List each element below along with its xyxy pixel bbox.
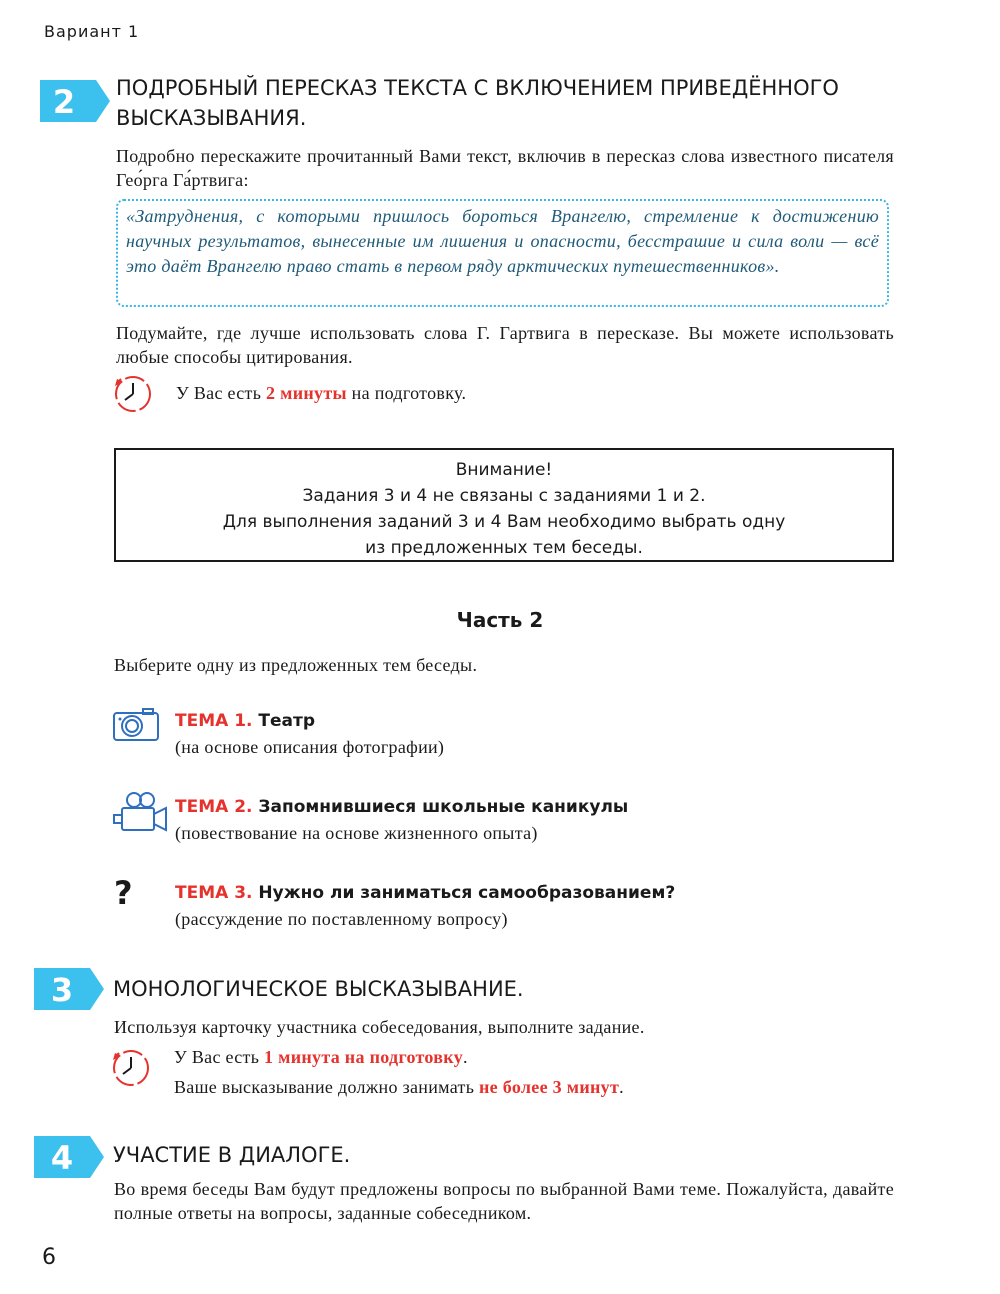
task-3-intro: Используя карточку участника собеседования, выполните задание. <box>114 1017 645 1037</box>
task-4-title: УЧАСТИЕ В ДИАЛОГЕ. <box>113 1143 351 1167</box>
theme-3-subtitle: (рассуждение по поставленному вопросу) <box>175 909 508 929</box>
task-3-duration: Ваше высказывание должно занимать не более 3 минут. <box>174 1077 624 1097</box>
variant-header: Вариант 1 <box>44 22 140 41</box>
task-4-text: Во время беседы Вам будут предложены вопросы по выбранной Вами теме. Пожалуйста, давайте полные ответы на вопросы, заданные собеседником. <box>114 1179 894 1223</box>
task-3-time: У Вас есть 1 минута на подготовку. <box>174 1047 468 1067</box>
task-3-badge <box>34 968 106 1010</box>
task-2-title: ПОДРОБНЫЙ ПЕРЕСКАЗ ТЕКСТА С ВКЛЮЧЕНИЕМ ПРИВЕДЁННОГО ВЫСКАЗЫВАНИЯ. <box>116 76 839 130</box>
task-2-instruction: Подумайте, где лучше использовать слова Г. Гартвига в пересказе. Вы можете использовать любые способы цитирования. <box>116 323 894 367</box>
theme-2-subtitle: (повествование на основе жизненного опыта) <box>175 823 538 843</box>
notice-title: Внимание! <box>455 460 553 480</box>
task-2-intro: Подробно перескажите прочитанный Вами текст, включив в пересказ слова известного писателя Гео́рга Га́ртвига: <box>116 146 894 190</box>
page-number: 6 <box>42 1245 56 1270</box>
task-4-badge <box>34 1136 106 1178</box>
question-icon: ? <box>114 874 133 912</box>
task-2-number: 2 <box>52 83 76 121</box>
video-camera-icon <box>112 790 168 834</box>
notice-box: Внимание! Задания 3 и 4 не связаны с заданиями 1 и 2. Для выполнения заданий 3 и 4 Вам необходимо выбрать одну из предложенных тем беседы. <box>114 448 894 562</box>
theme-3-heading: ТЕМА 3. Нужно ли заниматься самообразованием? <box>175 883 676 903</box>
camera-icon <box>112 707 160 743</box>
clock-icon <box>112 374 158 414</box>
task-4-number: 4 <box>50 1139 74 1177</box>
task-2-time: У Вас есть 2 минуты на подготовку. <box>176 383 467 403</box>
theme-1-heading: ТЕМА 1. Театр <box>175 711 316 731</box>
quote-box: «Затруднения, с которыми пришлось бороться Врангелю, стремление к достижению научных результатов, вынесенные им лишения и опасности, бесстрашие и сила воли — всё это даёт Врангелю право стать в первом ряду арктических путешественников». <box>116 199 889 307</box>
theme-1-subtitle: (на основе описания фотографии) <box>175 737 445 757</box>
task-3-title: МОНОЛОГИЧЕСКОЕ ВЫСКАЗЫВАНИЕ. <box>113 977 524 1001</box>
part-2-intro: Выберите одну из предложенных тем беседы. <box>114 655 478 675</box>
task-2-badge <box>40 80 112 122</box>
part-2-title: Часть 2 <box>456 608 544 632</box>
theme-2-heading: ТЕМА 2. Запомнившиеся школьные каникулы <box>175 797 629 817</box>
clock-icon <box>110 1048 156 1088</box>
task-3-number: 3 <box>50 971 74 1009</box>
